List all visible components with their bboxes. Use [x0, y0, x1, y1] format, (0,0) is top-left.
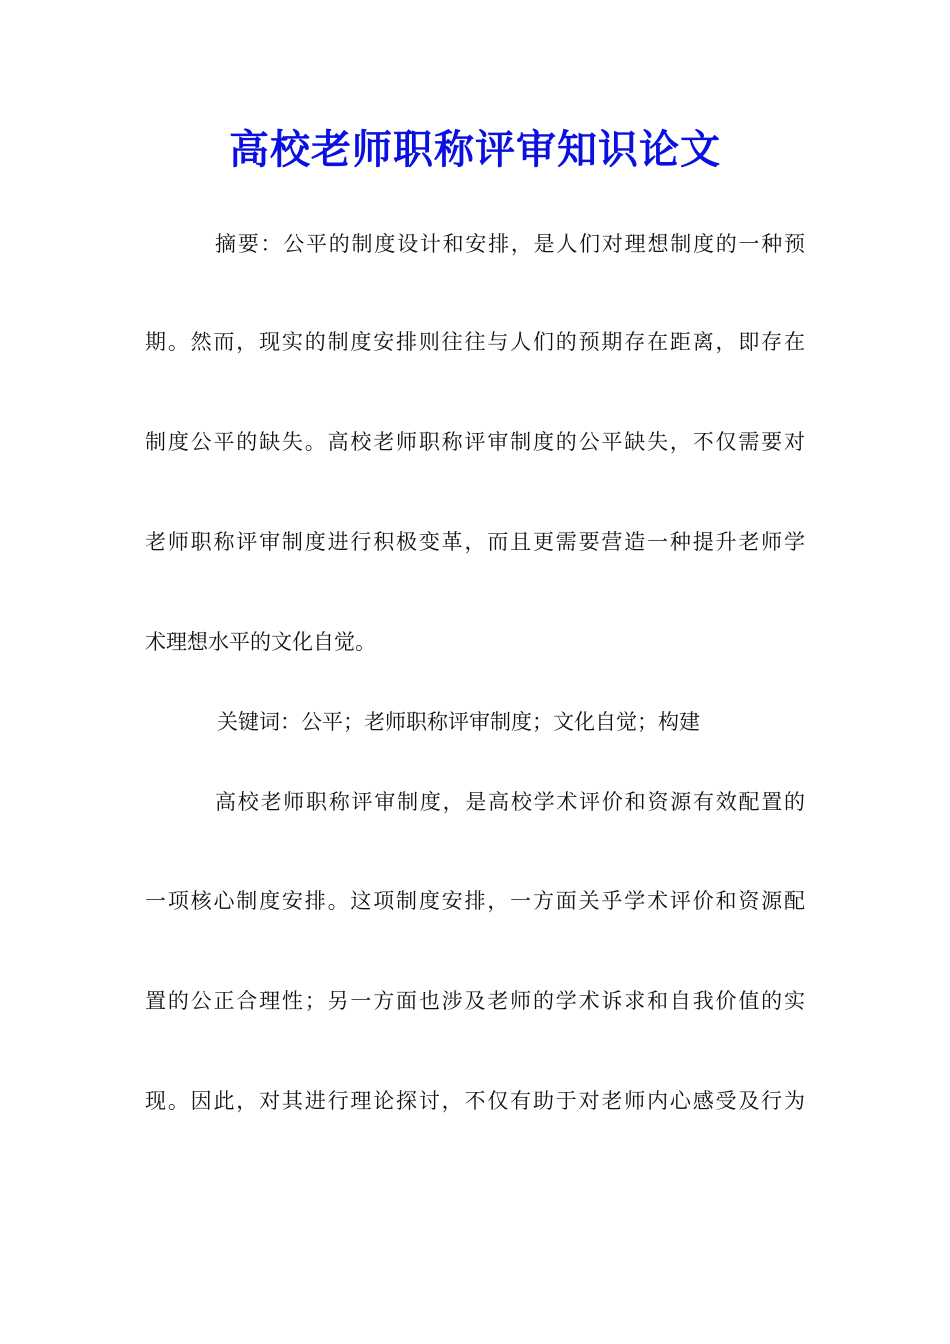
body-line-2: 一项核心制度安排。这项制度安排，一方面关乎学术评价和资源配: [145, 889, 805, 913]
body-line-4: 现。因此，对其进行理论探讨，不仅有助于对老师内心感受及行为: [145, 1089, 805, 1113]
abstract-line-3: 制度公平的缺失。高校老师职称评审制度的公平缺失，不仅需要对: [145, 430, 805, 454]
body-line-3: 置的公正合理性；另一方面也涉及老师的学术诉求和自我价值的实: [145, 989, 805, 1013]
body-line-1: 高校老师职称评审制度，是高校学术评价和资源有效配置的: [215, 790, 805, 814]
keywords-line: 关键词：公平；老师职称评审制度；文化自觉；构建: [217, 710, 700, 734]
abstract-line-5: 术理想水平的文化自觉。: [145, 630, 376, 654]
abstract-line-4: 老师职称评审制度进行积极变革，而且更需要营造一种提升老师学: [145, 530, 805, 554]
abstract-line-2: 期。然而，现实的制度安排则往往与人们的预期存在距离，即存在: [145, 330, 805, 354]
abstract-line-1: 摘要：公平的制度设计和安排，是人们对理想制度的一种预: [215, 232, 805, 256]
document-title: 高校老师职称评审知识论文: [229, 126, 721, 173]
